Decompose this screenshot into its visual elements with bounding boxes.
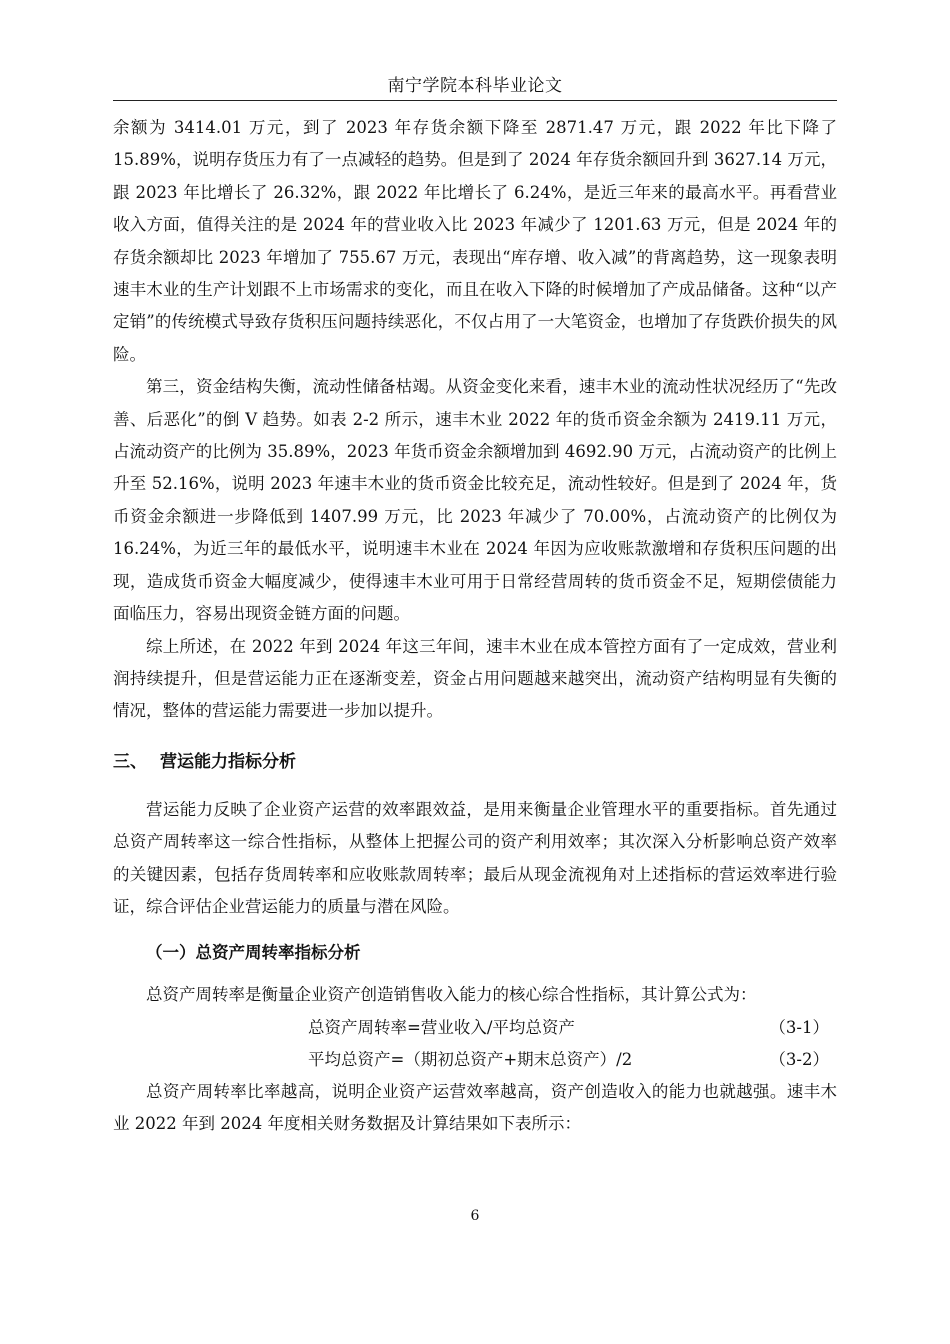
paragraph-operating-capacity: 营运能力反映了企业资产运营的效率跟效益，是用来衡量企业管理水平的重要指标。首先通过总资产周转率这一综合性指标，从整体上把握公司的资产利用效率；其次深入分析影响总资产效率的关键因素，包括存货周转率和应收账款周转率；最后从现金流视角对上述指标的营运效率进行验证，综合评估企业营运能力的质量与潜在风险。 — [113, 799, 837, 916]
page-number: 6 — [470, 1208, 480, 1224]
page-header — [113, 72, 837, 101]
formula-row — [113, 1012, 837, 1044]
section-title: 营运能力指标分析 — [160, 751, 296, 772]
section-number: 三、 — [113, 751, 147, 772]
section-heading — [113, 746, 837, 778]
paragraph-inventory: 余额为 3414.01 万元，到了 2023 年存货余额下降至 2871.47 万元，跟 2022 年比下降了 15.89%，说明存货压力有了一点减轻的趋势。但是到了 2024 年存货余额回升到 3627.14 万元，跟 2023 年比增长了 26.32%，跟 2022 年比增长了 6.24%，是近三年来的最高水平。再看营业收入方面，值得关注的是 2024 年的营业收入比 2023 年减少了 1201.63 万元，但是 2024 年的存货余额却比 2023 年增加了 755.67 万元，表现出“库存增、收入减”的背离趋势，这一现象表明速丰木业的生产计划跟不上市场需求的变化，而且在收入下降的时候增加了产成品储备。这种“以产定销”的传统模式导致存货积压问题持续恶化，不仅占用了一大笔资金，也增加了存货跌价损失的风险。 — [113, 118, 837, 364]
formula-number: （3-2） — [769, 1049, 829, 1069]
paragraph-formula-intro: 总资产周转率是衡量企业资产创造销售收入能力的核心综合性指标，其计算公式为： — [146, 985, 757, 1005]
formula-row — [113, 1044, 837, 1076]
formula-text: 平均总资产=（期初总资产+期末总资产）/2 — [308, 1049, 633, 1069]
header-title: 南宁学院本科毕业论文 — [387, 76, 563, 96]
paragraph-summary: 综上所述，在 2022 年到 2024 年这三年间，速丰木业在成本管控方面有了一定成效，营业利润持续提升，但是营运能力正在逐渐变差，资金占用问题越来越突出，流动资产结构明显有失衡的情况，整体的营运能力需要进一步加以提升。 — [113, 636, 837, 721]
formula-number: （3-1） — [769, 1017, 829, 1037]
subsection-heading: （一）总资产周转率指标分析 — [146, 943, 361, 963]
paragraph-capital-structure: 第三，资金结构失衡，流动性储备枯竭。从资金变化来看，速丰木业的流动性状况经历了“先改善、后恶化”的倒 V 趋势。如表 2-2 所示，速丰木业 2022 年的货币资金余额为 2419.11 万元，占流动资产的比例为 35.89%，2023 年货币资金余额增加到 4692.90 万元，占流动资产的比例上升至 52.16%，说明 2023 年速丰木业的货币资金比较充足，流动性较好。但是到了 2024 年，货币资金余额进一步降低到 1407.99 万元，比 2023 年减少了 70.00%，占流动资产的比例仅为 16.24%，为近三年的最低水平，说明速丰木业在 2024 年因为应收账款激增和存货积压问题的出现，造成货币资金大幅度减少，使得速丰木业可用于日常经营周转的货币资金不足，短期偿债能力面临压力，容易出现资金链方面的问题。 — [113, 377, 837, 624]
paragraph-turnover-explanation: 总资产周转率比率越高，说明企业资产运营效率越高，资产创造收入的能力也就越强。速丰木业 2022 年到 2024 年度相关财务数据及计算结果如下表所示： — [113, 1081, 837, 1134]
formula-text: 总资产周转率=营业收入/平均总资产 — [308, 1017, 575, 1037]
page-body — [113, 112, 837, 1141]
